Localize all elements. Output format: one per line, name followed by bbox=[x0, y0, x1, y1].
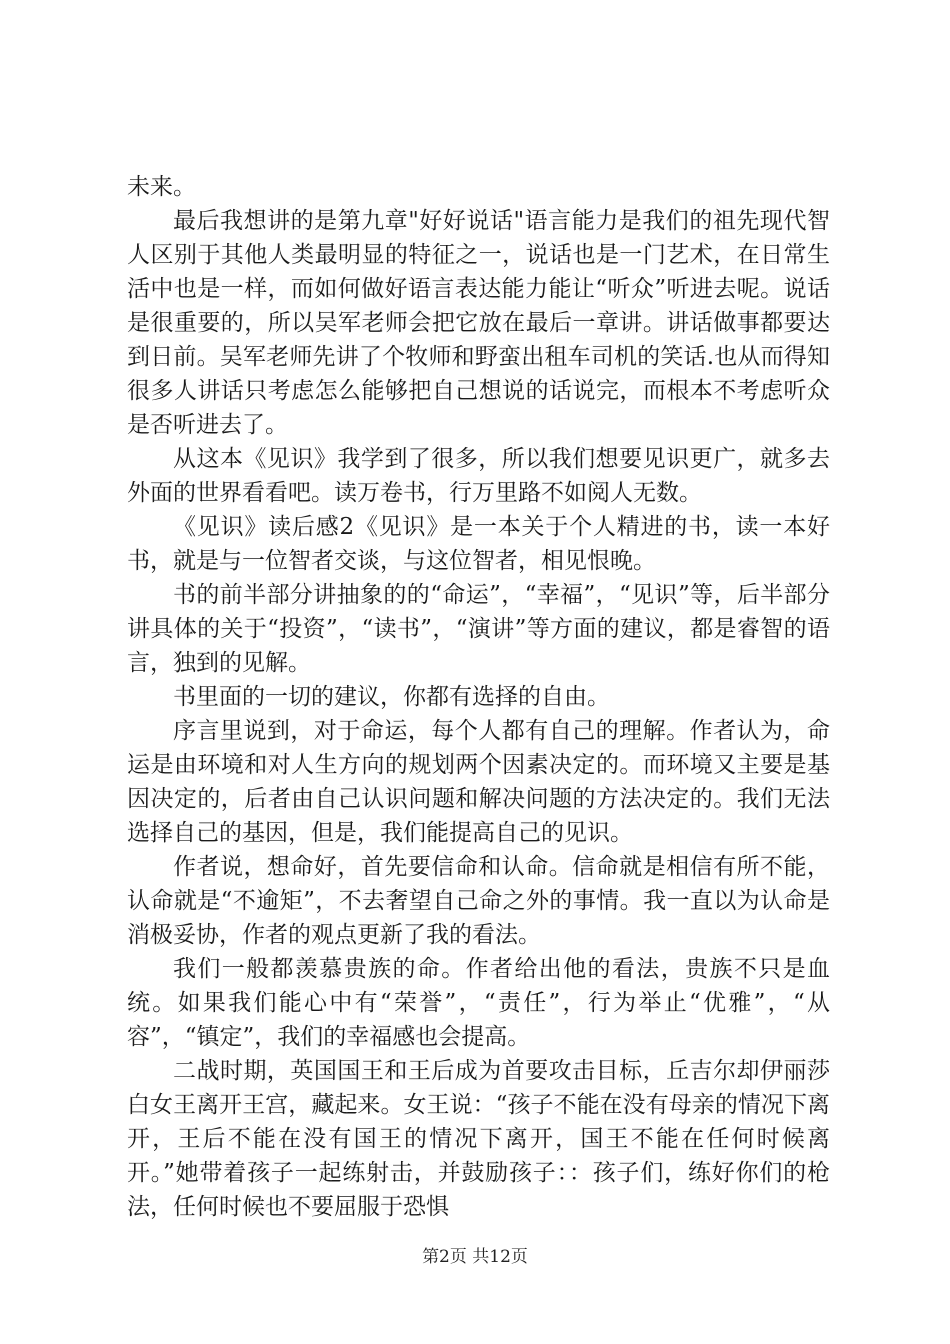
paragraph: 未来。 bbox=[127, 174, 196, 200]
paragraph: 序言里说到，对于命运，每个人都有自己的理解。作者认为，命运是由环境和对人生方向的规划两个因素决定的。而环境又主要是基因决定的，后者由自己认识问题和解决问题的方法决定的。我们无法选择自己的基因，但是，我们能提高自己的见识。 bbox=[127, 718, 830, 846]
paragraph: 书的前半部分讲抽象的的“命运”，“幸福”，“见识”等，后半部分讲具体的关于“投资”，“读书”，“演讲”等方面的建议，都是睿智的语言，独到的见解。 bbox=[127, 582, 830, 676]
text-section-1 bbox=[127, 170, 830, 510]
paragraph: 《见识》读后感2《见识》是一本关于个人精进的书，读一本好书，就是与一位智者交谈，与这位智者，相见恨晚。 bbox=[127, 514, 830, 574]
paragraph: 我们一般都羡慕贵族的命。作者给出他的看法，贵族不只是血统。如果我们能心中有“荣誉”，“责任”，行为举止“优雅”，“从容”，“镇定”，我们的幸福感也会提高。 bbox=[127, 956, 830, 1050]
paragraph: 二战时期，英国国王和王后成为首要攻击目标，丘吉尔却伊丽莎白女王离开王宫，藏起来。女王说：“孩子不能在没有母亲的情况下离开，王后不能在没有国王的情况下离开，国王不能在任何时候离开。”她带着孩子一起练射击，并鼓励孩子：：孩子们，练好你们的枪法，任何时候也不要屈服于恐惧 bbox=[127, 1058, 830, 1220]
text-section-2 bbox=[127, 510, 830, 1224]
paragraph: 作者说，想命好，首先要信命和认命。信命就是相信有所不能，认命就是“不逾矩”，不去奢望自己命之外的事情。我一直以为认命是消极妥协，作者的观点更新了我的看法。 bbox=[127, 854, 830, 948]
paragraph: 最后我想讲的是第九章"好好说话"语言能力是我们的祖先现代智人区别于其他人类最明显的特征之一，说话也是一门艺术，在日常生活中也是一样，而如何做好语言表达能力能让“听众”听进去呢。说话是很重要的，所以吴军老师会把它放在最后一章讲。讲话做事都要达到日前。吴军老师先讲了个牧师和野蛮出租车司机的笑话.也从而得知很多人讲话只考虑怎么能够把自己想说的话说完，而根本不考虑听众是否听进去了。 bbox=[127, 208, 830, 438]
paragraph: 书里面的一切的建议，你都有选择的自由。 bbox=[173, 684, 610, 710]
page-number-footer: 第2页 共12页 bbox=[422, 1247, 528, 1267]
paragraph: 从这本《见识》我学到了很多，所以我们想要见识更广，就多去外面的世界看看吧。读万卷书，行万里路不如阅人无数。 bbox=[127, 446, 830, 506]
